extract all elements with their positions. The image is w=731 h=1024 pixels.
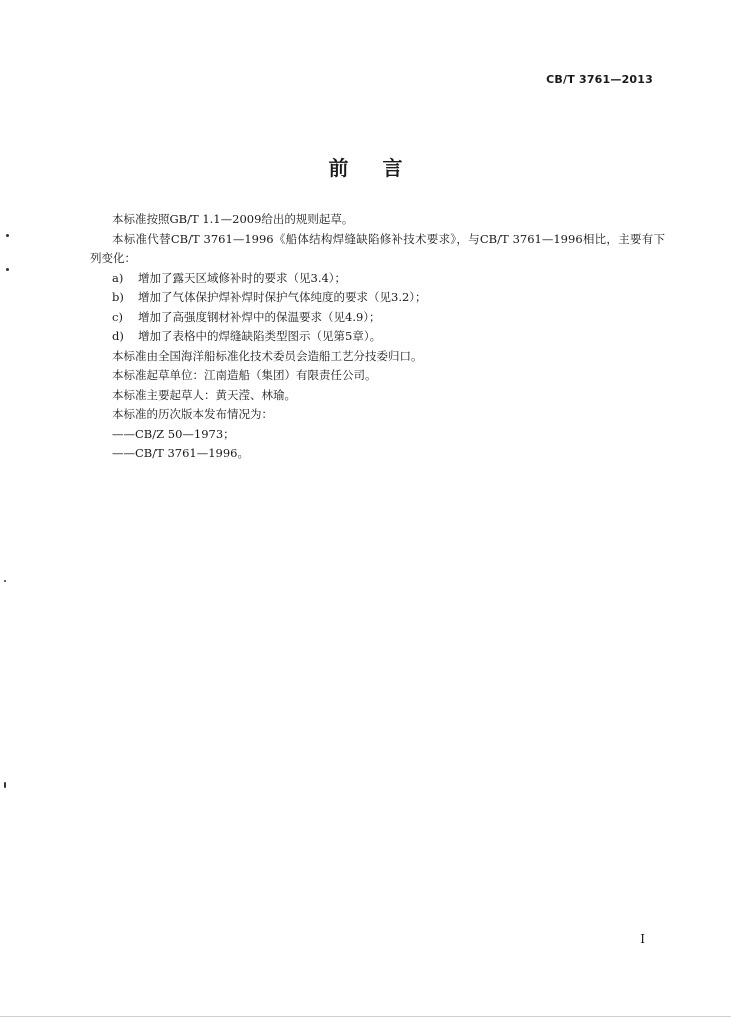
statement-drafting-unit: 本标准起草单位：江南造船（集团）有限责任公司。 [112, 368, 377, 382]
paragraph-replacement: 本标准代替CB/T 3761—1996《船体结构焊缝缺陷修补技术要求》，与CB/T 3761—1996相比，主要有下列变化： [90, 231, 665, 265]
change-item-text: 增加了露天区域修补时的要求（见3.4）； [138, 270, 347, 285]
scan-speck [4, 580, 6, 582]
statement-responsible-committee: 本标准由全国海洋船标准化技术委员会造船工艺分技委归口。 [112, 348, 423, 363]
scan-edge-line [0, 1016, 731, 1017]
change-item-text: 增加了表格中的焊缝缺陷类型图示（见第5章）。 [138, 329, 382, 343]
change-item [90, 269, 665, 289]
page-title: 前言 [328, 156, 437, 180]
scan-speck [6, 268, 9, 271]
change-item [90, 327, 665, 347]
foreword-body [90, 210, 665, 464]
change-item-text: 增加了高强度钢材补焊中的保温要求（见4.9）； [138, 309, 381, 324]
statement-drafters: 本标准主要起草人：黄天滢、林瑜。 [112, 387, 296, 402]
history-entry: ——CB/T 3761—1996。 [112, 446, 249, 460]
change-item [90, 288, 665, 308]
page-number: I [640, 932, 645, 946]
standard-code: CB/T 3761—2013 [546, 73, 653, 86]
change-item-marker: a) [112, 270, 124, 285]
change-item-marker: c) [112, 309, 123, 324]
paragraph-drafting-rules: 本标准按照GB/T 1.1—2009给出的规则起草。 [112, 212, 354, 226]
change-item-marker: d) [112, 329, 124, 343]
change-item [90, 308, 665, 328]
statement-history-intro: 本标准的历次版本发布情况为： [112, 407, 273, 421]
scan-speck [4, 782, 6, 788]
scan-speck [6, 234, 9, 237]
change-item-marker: b) [112, 290, 124, 304]
change-item-text: 增加了气体保护焊补焊时保护气体纯度的要求（见3.2）； [138, 290, 427, 304]
history-entry: ——CB/Z 50—1973； [112, 426, 235, 441]
